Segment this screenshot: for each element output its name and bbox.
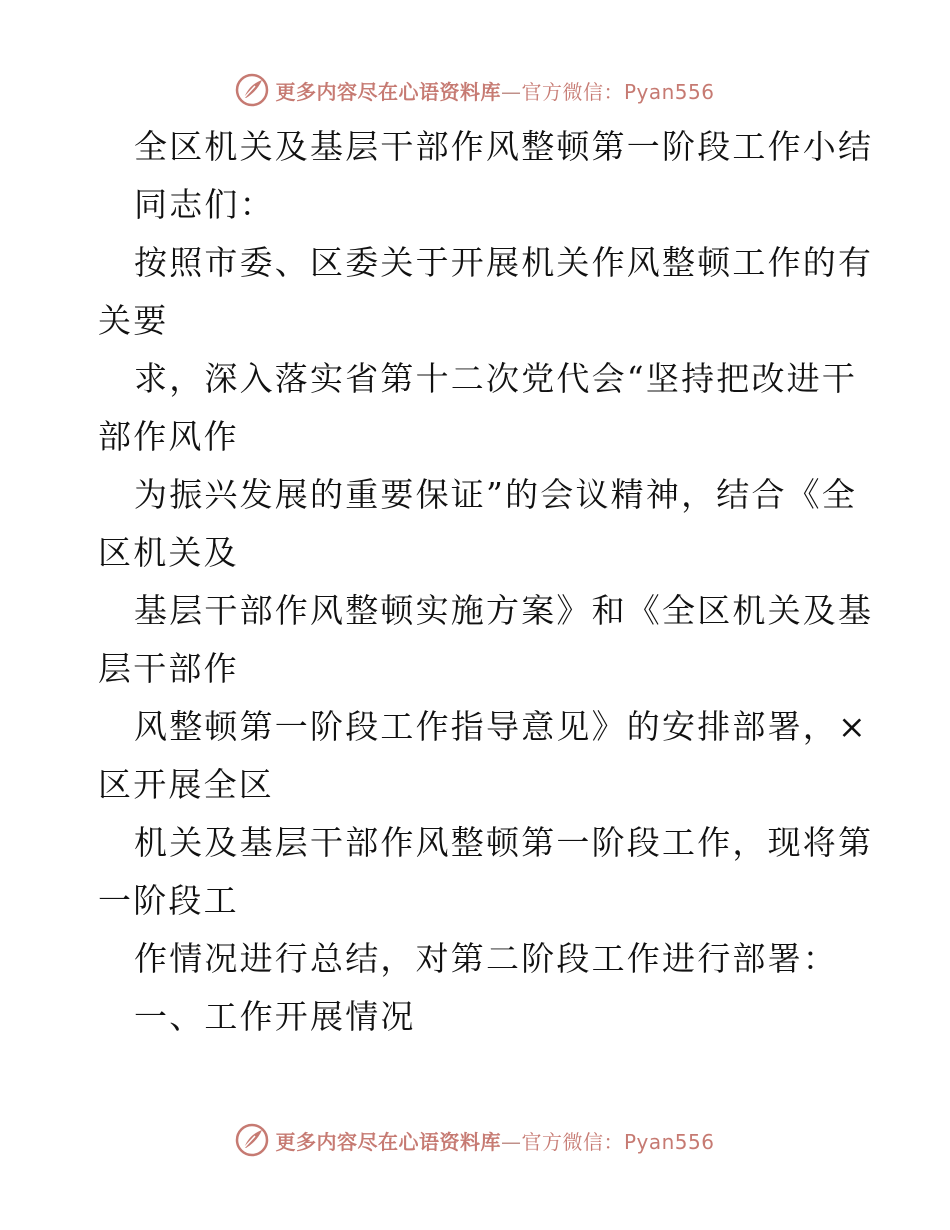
paragraph-line: 一阶段工 <box>98 881 239 920</box>
watermark-dash: — <box>500 1129 522 1154</box>
paragraph-line: 区机关及 <box>98 533 239 572</box>
watermark-brand: 更多内容尽在心语资料库 <box>275 79 501 104</box>
salutation: 同志们： <box>134 185 275 224</box>
paragraph-line: 区开展全区 <box>98 765 274 804</box>
section-heading: 一、工作开展情况 <box>134 997 416 1036</box>
quill-logo-icon <box>235 1123 269 1157</box>
paragraph-line: 基层干部作风整顿实施方案》和《全区机关及基 <box>134 591 874 630</box>
watermark-contact: 官方微信：Pyan556 <box>521 1129 715 1154</box>
paragraph-line: 关要 <box>98 301 169 340</box>
paragraph-line: 作情况进行总结，对第二阶段工作进行部署： <box>134 939 838 978</box>
paragraph-line: 求，深入落实省第十二次党代会“坚持把改进干 <box>134 359 858 398</box>
watermark-brand: 更多内容尽在心语资料库 <box>275 1129 501 1154</box>
header-watermark <box>0 70 950 110</box>
watermark-dash: — <box>500 79 522 104</box>
document-body <box>0 118 950 1046</box>
paragraph-line: 按照市委、区委关于开展机关作风整顿工作的有 <box>134 243 874 282</box>
watermark-contact: 官方微信：Pyan556 <box>521 79 715 104</box>
quill-logo-icon <box>235 73 269 107</box>
document-title: 全区机关及基层干部作风整顿第一阶段工作小结 <box>134 127 874 166</box>
footer-watermark <box>0 1120 950 1160</box>
paragraph-line: 部作风作 <box>98 417 239 456</box>
watermark-text <box>275 76 714 105</box>
paragraph-line: 为振兴发展的重要保证”的会议精神，结合《全 <box>134 475 858 514</box>
watermark-text <box>275 1126 714 1155</box>
paragraph-line: 层干部作 <box>98 649 239 688</box>
paragraph-line: 风整顿第一阶段工作指导意见》的安排部署，× <box>134 707 868 746</box>
paragraph-line: 机关及基层干部作风整顿第一阶段工作，现将第 <box>134 823 874 862</box>
